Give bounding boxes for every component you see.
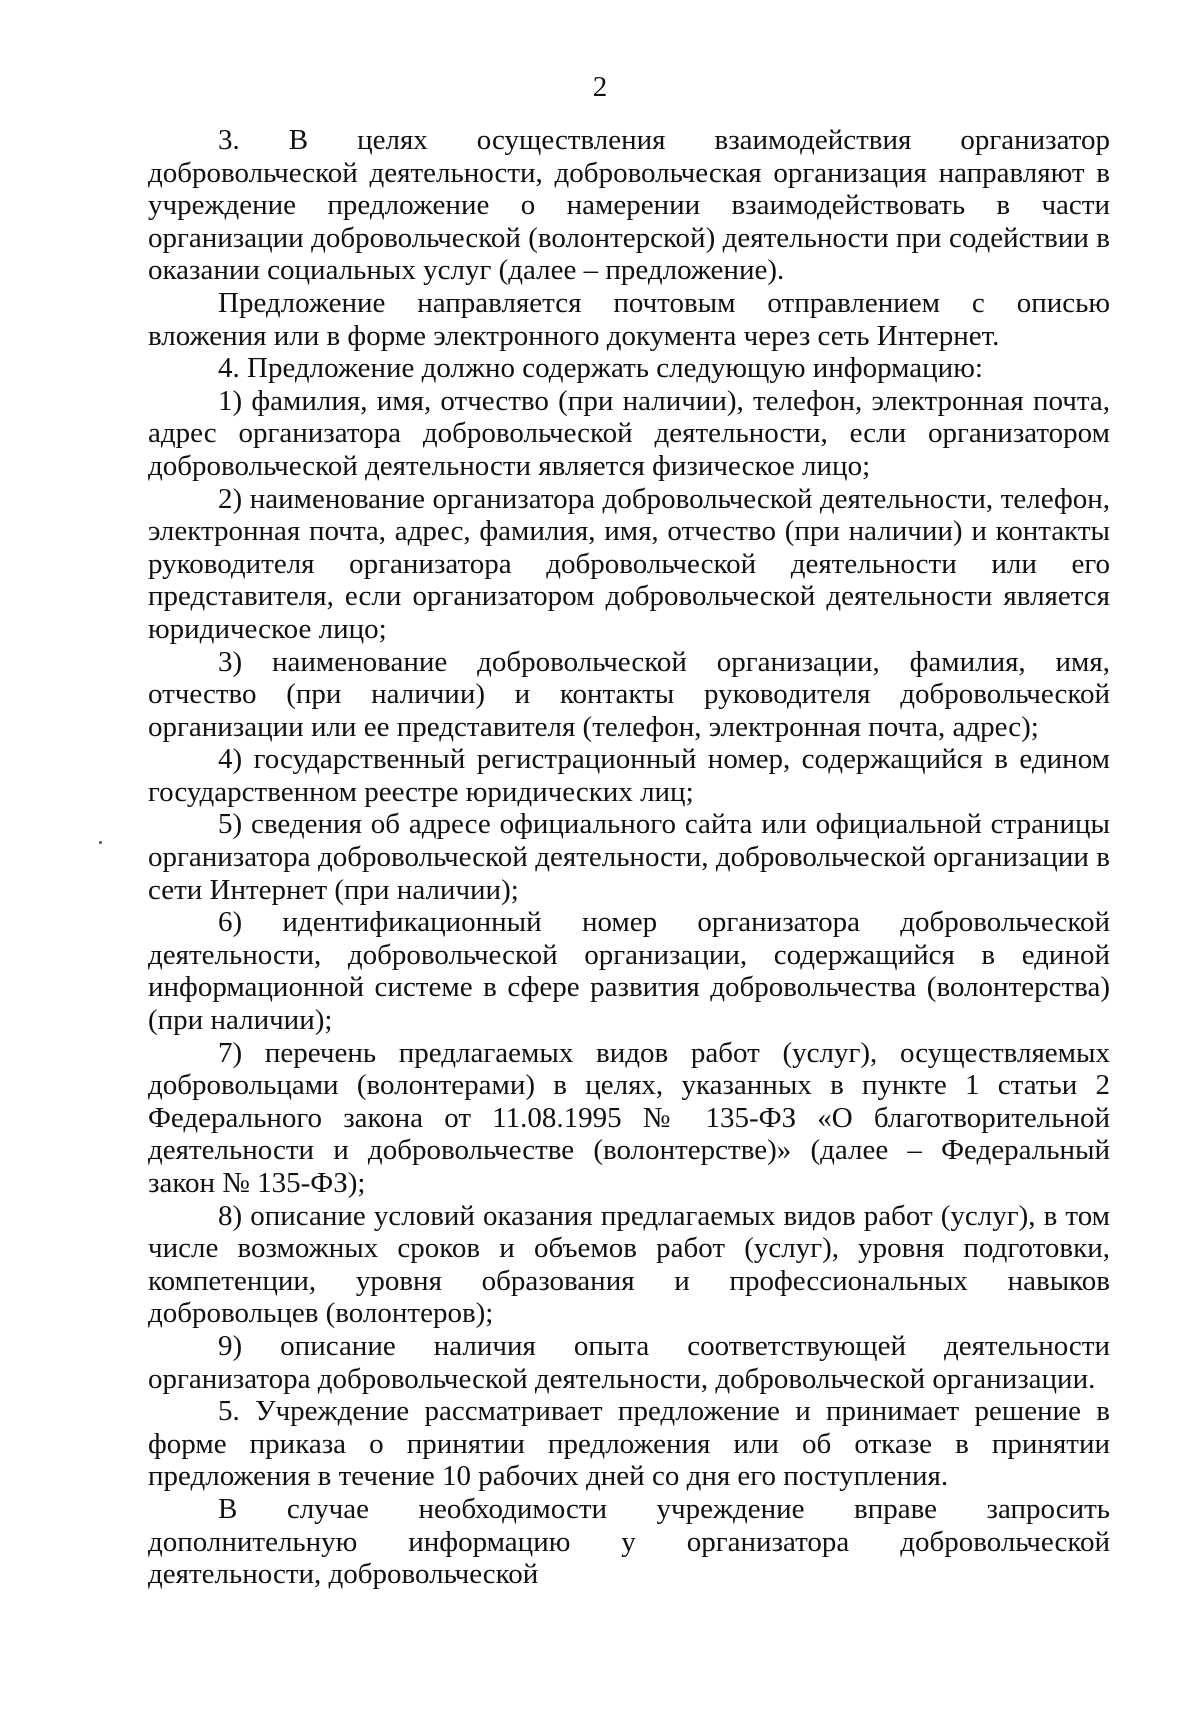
paragraph-clause-5: 5. Учреждение рассматривает предложение и принимает решение в форме приказа о принятии предложения или об отказе в принятии предложения в течение 10 рабочих дней со дня его поступления.: [148, 1395, 1110, 1493]
scan-speck: [99, 841, 102, 844]
document-body: [148, 124, 1110, 1591]
paragraph-submission-method: Предложение направляется почтовым отправлением с описью вложения или в форме электронного документа через сеть Интернет.: [148, 286, 1110, 352]
list-item-2: 2) наименование организатора добровольческой деятельности, телефон, электронная почта, адрес, фамилия, имя, отчество (при наличии) и контакты руководителя организатора добровольческой деятельности или его представителя, если организатором добровольческой деятельности является юридическое лицо;: [148, 482, 1110, 645]
list-item-4: 4) государственный регистрационный номер, содержащийся в едином государственном реестре юридических лиц;: [148, 743, 1110, 808]
paragraph-additional-info: В случае необходимости учреждение вправе запросить дополнительную информацию у организатора добровольческой деятельности, добровольческой: [148, 1492, 1110, 1591]
paragraph-clause-4: 4. Предложение должно содержать следующую информацию:: [218, 352, 983, 385]
list-item-6: 6) идентификационный номер организатора добровольческой деятельности, добровольческой организации, содержащийся в единой информационной системе в сфере развития добровольчества (волонтерства) (при наличии);: [148, 906, 1110, 1037]
paragraph-clause-3: 3. В целях осуществления взаимодействия организатор добровольческой деятельности, добровольческая организация направляют в учреждение предложение о намерении взаимодействовать в части организации добровольческой (волонтерской) деятельности при содействии в оказании социальных услуг (далее – предложение).: [148, 124, 1110, 287]
list-item-3: 3) наименование добровольческой организации, фамилия, имя, отчество (при наличии) и контакты руководителя добровольческой организации или ее представителя (телефон, электронная почта, адрес);: [148, 645, 1110, 743]
list-item-9: 9) описание наличия опыта соответствующей деятельности организатора добровольческой деятельности, добровольческой организации.: [148, 1329, 1110, 1395]
list-item-1: 1) фамилия, имя, отчество (при наличии), телефон, электронная почта, адрес организатора добровольческой деятельности, если организатором добровольческой деятельности является физическое лицо;: [148, 384, 1110, 482]
list-item-8: 8) описание условий оказания предлагаемых видов работ (услуг), в том числе возможных сроков и объемов работ (услуг), уровня подготовки, компетенции, уровня образования и профессиональных навыков добровольцев (волонтеров);: [148, 1199, 1110, 1330]
list-item-7: 7) перечень предлагаемых видов работ (услуг), осуществляемых добровольцами (волонтерами) в целях, указанных в пункте 1 статьи 2 Федерального закона от 11.08.1995 № 135-ФЗ «О благотворительной деятельности и добровольчестве (волонтерстве)» (далее – Федеральный закон № 135-ФЗ);: [148, 1036, 1110, 1199]
page-number: 2: [592, 71, 608, 103]
list-item-5: 5) сведения об адресе официального сайта или официальной страницы организатора добровольческой деятельности, добровольческой организации в сети Интернет (при наличии);: [148, 808, 1110, 906]
